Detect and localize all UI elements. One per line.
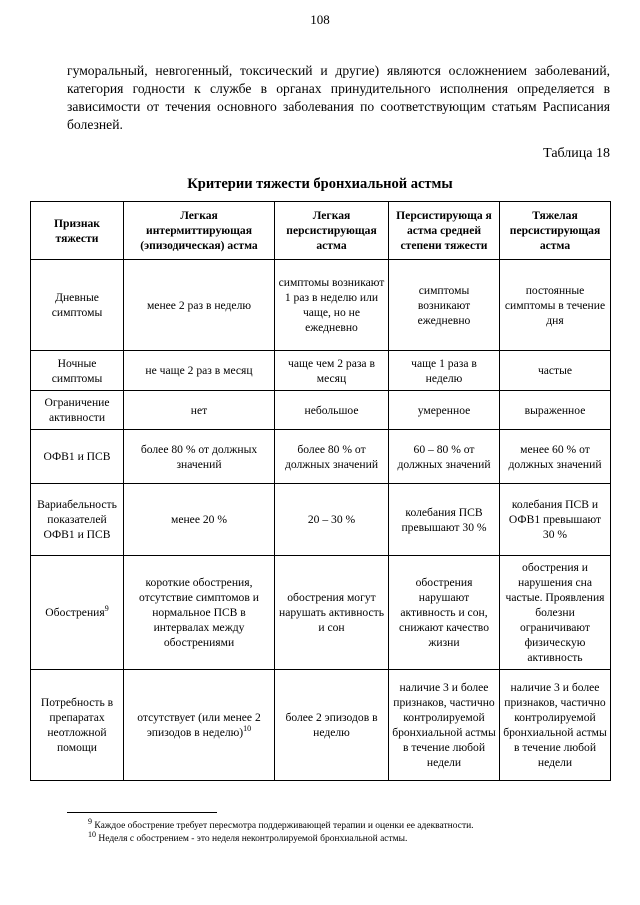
row-label: Ограничение активности [31, 391, 124, 430]
table-cell: частые [500, 351, 611, 391]
table-cell: нет [124, 391, 275, 430]
row-label: Потребность в препаратах неотложной помощи [31, 670, 124, 781]
footnote-marker: 10 [88, 829, 96, 839]
footnote [88, 829, 608, 846]
footnote-marker: 9 [88, 816, 92, 826]
table-cell: менее 20 % [124, 484, 275, 556]
table-cell: короткие обострения, отсутствие симптомов и нормальное ПСВ в интервалах между обострениями [124, 556, 275, 670]
table-cell: выраженное [500, 391, 611, 430]
table-row [31, 260, 611, 351]
table-cell: колебания ПСВ превышают 30 % [389, 484, 500, 556]
table-label: Таблица 18 [543, 146, 610, 161]
table-cell: чаще 1 раза в неделю [389, 351, 500, 391]
table-cell: обострения могут нарушать активность и сон [275, 556, 389, 670]
footnote [88, 816, 608, 833]
table-cell: колебания ПСВ и ОФВ1 превышают 30 % [500, 484, 611, 556]
header-cell: Тяжелая персистирующая астма [500, 202, 611, 260]
row-label: ОФВ1 и ПСВ [31, 430, 124, 484]
table-cell: симптомы возникают ежедневно [389, 260, 500, 351]
table-cell: 20 – 30 % [275, 484, 389, 556]
header-cell: Легкая персистирующая астма [275, 202, 389, 260]
table-row [31, 670, 611, 781]
table-row [31, 351, 611, 391]
table-cell: менее 60 % от должных значений [500, 430, 611, 484]
footnote-divider [67, 812, 217, 813]
table-cell: менее 2 раз в неделю [124, 260, 275, 351]
intro-text: гуморальный, невrогенный, токсический и другие) являются осложнением заболеваний, категория годности к службе в органах принудительного исполнения определяется в зависимости от течения основного заболевания по соответствующим статьям Расписания болезней. [67, 63, 610, 132]
footnotes [88, 816, 608, 846]
table-row [31, 391, 611, 430]
table-header-row [31, 202, 611, 260]
table-cell: постоянные симптомы в течение дня [500, 260, 611, 351]
page-number: 108 [310, 12, 330, 27]
table-row [31, 556, 611, 670]
table-cell: более 80 % от должных значений [124, 430, 275, 484]
intro-paragraph [67, 62, 610, 134]
row-label [31, 556, 124, 670]
table-cell: 60 – 80 % от должных значений [389, 430, 500, 484]
table-cell: наличие 3 и более признаков, частично контролируемой бронхиальной астмы в течение любой недели [500, 670, 611, 781]
cell-text: отсутствует (или менее 2 эпизодов в неделю) [137, 711, 261, 739]
table-cell: симптомы возникают 1 раз в неделю или чаще, но не ежедневно [275, 260, 389, 351]
footnote-text: Каждое обострение требует пересмотра поддерживающей терапии и оценки ее адекватности. [94, 821, 474, 831]
row-label: Дневные симптомы [31, 260, 124, 351]
footnote-ref: 9 [104, 604, 109, 614]
table-cell: небольшое [275, 391, 389, 430]
header-cell: Персистирующа я астма средней степени тяжести [389, 202, 500, 260]
asthma-severity-table [30, 201, 611, 781]
row-label: Вариабельность показателей ОФВ1 и ПСВ [31, 484, 124, 556]
row-label-text: Обострения [45, 606, 105, 619]
footnote-text: Неделя с обострением - это неделя неконтролируемой бронхиальной астмы. [98, 834, 408, 844]
table-row [31, 430, 611, 484]
row-label: Ночные симптомы [31, 351, 124, 391]
table-cell [124, 670, 275, 781]
table-cell: умеренное [389, 391, 500, 430]
table-cell: наличие 3 и более признаков, частично контролируемой бронхиальной астмы в течение любой недели [389, 670, 500, 781]
table-cell: обострения нарушают активность и сон, снижают качество жизни [389, 556, 500, 670]
header-cell: Признак тяжести [31, 202, 124, 260]
table-title: Критерии тяжести бронхиальной астмы [187, 176, 453, 192]
table-cell: более 2 эпизодов в неделю [275, 670, 389, 781]
table-row [31, 484, 611, 556]
header-cell: Легкая интермиттирующая (эпизодическая) астма [124, 202, 275, 260]
table-cell: не чаще 2 раз в месяц [124, 351, 275, 391]
footnote-ref: 10 [243, 724, 252, 734]
table-cell: чаще чем 2 раза в месяц [275, 351, 389, 391]
table-cell: более 80 % от должных значений [275, 430, 389, 484]
table-cell: обострения и нарушения сна частые. Проявления болезни ограничивают физическую активность [500, 556, 611, 670]
